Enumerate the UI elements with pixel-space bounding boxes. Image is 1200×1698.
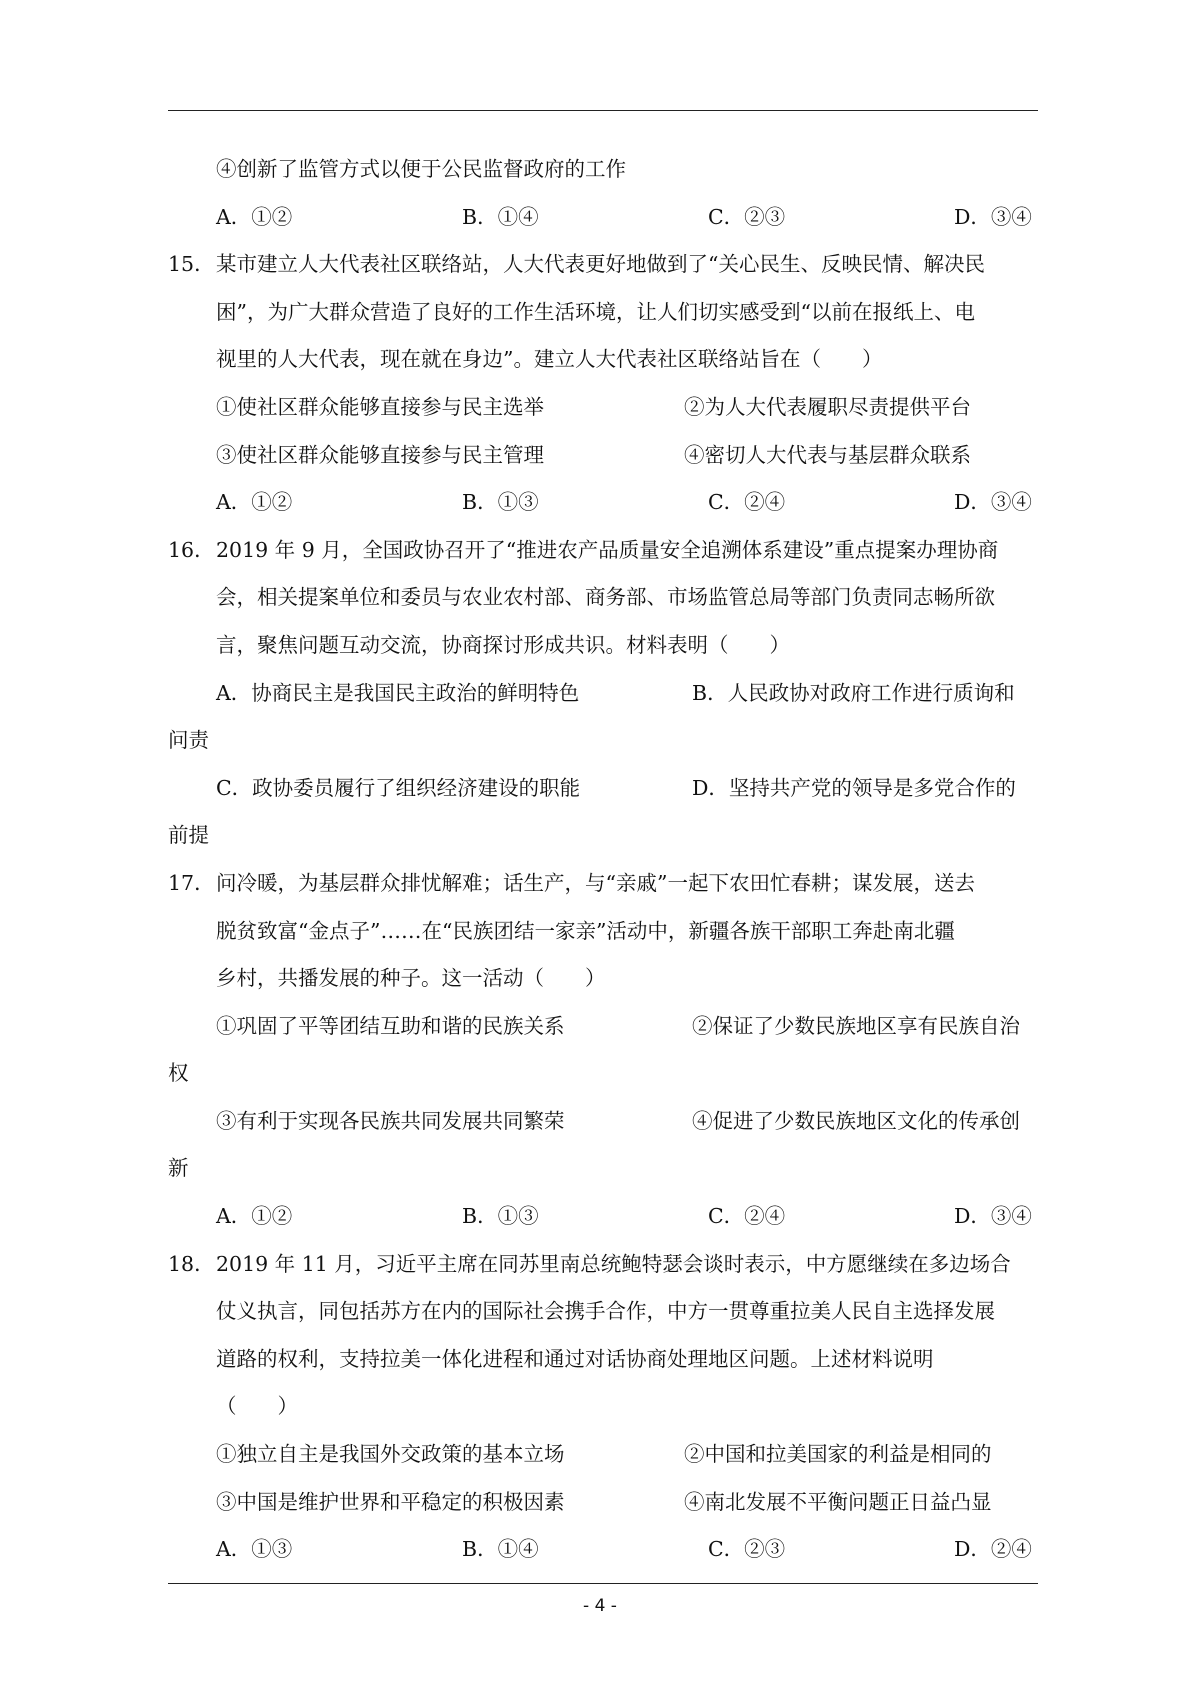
q17-item-2-wrap: 权 xyxy=(168,1061,189,1086)
q17-stem-line-2: 脱贫致富“金点子”……在“民族团结一家亲”活动中，新疆各族干部职工奔赴南北疆 xyxy=(216,918,955,943)
q16-option-b-wrap: 问责 xyxy=(168,728,209,753)
page-number: - 4 - xyxy=(583,1596,617,1616)
q17-item-4: ④促进了少数民族地区文化的传承创 xyxy=(692,1108,1020,1133)
q17-item-2: ②保证了少数民族地区享有民族自治 xyxy=(692,1013,1020,1038)
q15-option-a[interactable]: A．①② xyxy=(216,490,293,515)
footer-rule xyxy=(168,1583,1038,1584)
q18-stem-line-4: （ ） xyxy=(216,1394,298,1419)
q15-stem-line-3: 视里的人大代表，现在就在身边”。建立人大代表社区联络站旨在（ ） xyxy=(216,347,883,372)
q17-number: 17． xyxy=(168,870,215,895)
q15-item-3: ③使社区群众能够直接参与民主管理 xyxy=(216,442,544,467)
q18-item-4: ④南北发展不平衡问题正日益凸显 xyxy=(684,1489,992,1514)
q15-item-2: ②为人大代表履职尽责提供平台 xyxy=(684,394,971,419)
q17-items-row-1 xyxy=(168,1003,1038,1051)
q18-option-b[interactable]: B．①④ xyxy=(462,1537,539,1562)
q18-item-1: ①独立自主是我国外交政策的基本立场 xyxy=(216,1442,565,1467)
q17-stem-line-3: 乡村，共播发展的种子。这一活动（ ） xyxy=(216,966,606,991)
q15-option-b[interactable]: B．①③ xyxy=(462,490,539,515)
q15-item-4: ④密切人大代表与基层群众联系 xyxy=(684,442,971,467)
q16-option-d-wrap: 前提 xyxy=(168,823,209,848)
q16-stem-line-1: 16．2019 年 9 月，全国政协召开了“推进农产品质量安全追溯体系建设”重点提案办理协商 xyxy=(168,527,1038,575)
q18-stem-line-2: 仗义执言，同包括苏方在内的国际社会携手合作，中方一贯尊重拉美人民自主选择发展 xyxy=(216,1299,995,1324)
q16-options-row-2 xyxy=(168,765,1038,813)
q14-option-a[interactable]: A．①② xyxy=(216,204,293,229)
q18-item-2: ②中国和拉美国家的利益是相同的 xyxy=(684,1442,992,1467)
q16-option-d[interactable]: D．坚持共产党的领导是多党合作的 xyxy=(692,775,1016,800)
q17-option-a[interactable]: A．①② xyxy=(216,1204,293,1229)
q17-stem-line-1: 17．问冷暖，为基层群众排忧解难；话生产，与“亲戚”一起下农田忙春耕；谋发展，送去 xyxy=(168,860,1038,908)
q18-stem-line-3: 道路的权利，支持拉美一体化进程和通过对话协商处理地区问题。上述材料说明 xyxy=(216,1346,934,1371)
q14-option-b[interactable]: B．①④ xyxy=(462,204,539,229)
q15-option-c[interactable]: C．②④ xyxy=(708,490,786,515)
q15-options xyxy=(168,479,1038,527)
q16-option-b[interactable]: B．人民政协对政府工作进行质询和 xyxy=(692,680,1015,705)
q15-item-1: ①使社区群众能够直接参与民主选举 xyxy=(216,394,544,419)
q16-stem-line-2: 会，相关提案单位和委员与农业农村部、商务部、市场监管总局等部门负责同志畅所欲 xyxy=(216,585,995,610)
q18-item-3: ③中国是维护世界和平稳定的积极因素 xyxy=(216,1489,565,1514)
q17-option-d[interactable]: D．③④ xyxy=(954,1204,1032,1229)
q16-options-row-1 xyxy=(168,670,1038,718)
q18-number: 18． xyxy=(168,1251,215,1276)
q18-option-a[interactable]: A．①③ xyxy=(216,1537,293,1562)
q15-option-d[interactable]: D．③④ xyxy=(954,490,1032,515)
q14-item-4: ④创新了监管方式以便于公民监督政府的工作 xyxy=(216,157,626,181)
q16-number: 16． xyxy=(168,537,215,562)
exam-content xyxy=(168,146,1038,1574)
q17-item-4-wrap: 新 xyxy=(168,1156,189,1181)
q14-options xyxy=(168,194,1038,242)
q18-option-d[interactable]: D．②④ xyxy=(954,1537,1032,1562)
q15-items-row-1 xyxy=(168,384,1038,432)
q18-items-row-2 xyxy=(168,1479,1038,1527)
q18-option-c[interactable]: C．②③ xyxy=(708,1537,786,1562)
q17-option-c[interactable]: C．②④ xyxy=(708,1204,786,1229)
q16-stem-line-3: 言，聚焦问题互动交流，协商探讨形成共识。材料表明（ ） xyxy=(216,632,790,657)
q16-option-a[interactable]: A．协商民主是我国民主政治的鲜明特色 xyxy=(216,680,580,705)
q15-items-row-2 xyxy=(168,432,1038,480)
q17-item-1: ①巩固了平等团结互助和谐的民族关系 xyxy=(216,1013,565,1038)
q17-options xyxy=(168,1193,1038,1241)
q15-stem-line-2: 困”，为广大群众营造了良好的工作生活环境，让人们切实感受到“以前在报纸上、电 xyxy=(216,299,975,324)
q17-item-3: ③有利于实现各民族共同发展共同繁荣 xyxy=(216,1108,565,1133)
header-rule xyxy=(168,110,1038,111)
q17-option-b[interactable]: B．①③ xyxy=(462,1204,539,1229)
q18-items-row-1 xyxy=(168,1431,1038,1479)
q16-option-c[interactable]: C．政协委员履行了组织经济建设的职能 xyxy=(216,775,581,800)
q14-option-c[interactable]: C．②③ xyxy=(708,204,786,229)
q14-option-d[interactable]: D．③④ xyxy=(954,204,1032,229)
q17-items-row-2 xyxy=(168,1098,1038,1146)
q15-number: 15． xyxy=(168,252,215,277)
q18-stem-line-1: 18．2019 年 11 月，习近平主席在同苏里南总统鲍特瑟会谈时表示，中方愿继续在多边场合 xyxy=(168,1241,1038,1289)
q18-options xyxy=(168,1526,1038,1574)
q15-stem-line-1: 15．某市建立人大代表社区联络站，人大代表更好地做到了“关心民生、反映民情、解决民 xyxy=(168,241,1038,289)
